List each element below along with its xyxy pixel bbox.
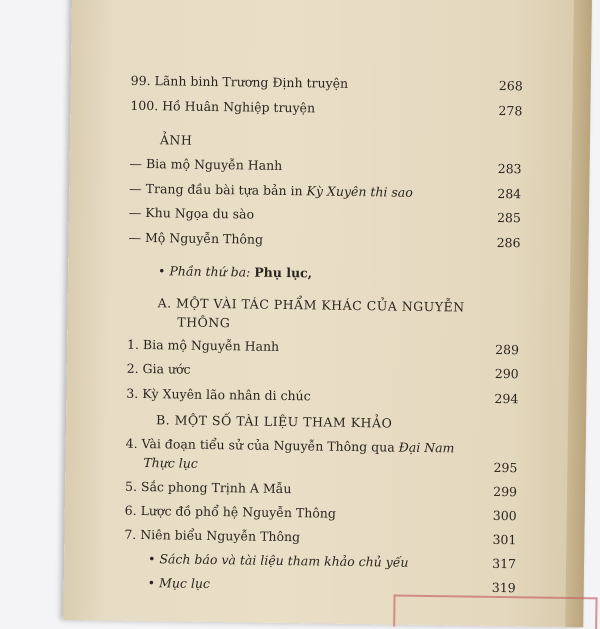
toc-entry-label: 100. Hồ Huân Nghiệp truyện	[130, 97, 316, 116]
toc-entry	[126, 436, 518, 456]
toc-entry-label: 2. Gia ước	[126, 360, 191, 377]
book-spine	[565, 0, 592, 627]
toc-entry-label: — Khu Ngọa du sào	[128, 204, 255, 222]
toc-entry	[129, 156, 521, 176]
toc-entry-label: — Bia mộ Nguyễn Hanh	[129, 155, 283, 173]
toc-entry-page: 294	[494, 390, 519, 407]
toc-entry-title-italic: Đại Nam	[398, 439, 455, 456]
toc-entry	[127, 361, 519, 381]
toc-entry-label: 4. Vài đoạn tiểu sử của Nguyễn Thông qua	[125, 435, 395, 455]
toc-entry-label: — Trang đầu bài tựa bản in	[129, 180, 303, 199]
toc-entry	[125, 503, 517, 523]
toc-entry-page: 300	[492, 507, 517, 524]
toc-entry-label: 6. Lược đồ phổ hệ Nguyễn Thông	[124, 502, 337, 521]
toc-entry-page: 289	[495, 341, 520, 358]
toc-entry	[125, 479, 517, 499]
toc-entry	[128, 230, 520, 250]
toc-entry	[127, 337, 519, 357]
toc-entry-page: 283	[497, 160, 522, 177]
toc-entry	[131, 73, 523, 93]
toc-entry-page: 278	[498, 102, 523, 119]
part-three-heading	[158, 263, 550, 283]
part-three-title: Phụ lục,	[254, 264, 313, 281]
toc-entry-page: 319	[491, 579, 516, 596]
toc-entry-label: 99. Lãnh binh Trương Định truyện	[130, 72, 349, 91]
toc-entry	[124, 527, 516, 547]
section-heading-a: A. MỘT VÀI TÁC PHẨM KHÁC CỦA NGUYỄN	[157, 295, 465, 315]
toc-entry-page: 317	[492, 555, 517, 572]
toc-entry-continuation	[125, 455, 517, 475]
toc-entry-label: • Sách báo và tài liệu tham khảo chủ yếu	[147, 551, 409, 570]
toc-entry-page: 299	[493, 483, 518, 500]
toc-entry-page: 268	[498, 77, 523, 94]
toc-entry	[124, 575, 516, 595]
toc-entry-title-italic: Kỳ Xuyên thi sao	[306, 183, 413, 200]
section-heading-b: B. MỘT SỐ TÀI LIỆU THAM KHẢO	[155, 412, 393, 431]
toc-entry-page: 285	[496, 209, 521, 226]
toc-entry-page: 295	[493, 459, 518, 476]
toc-entry-label: 5. Sắc phong Trịnh A Mẫu	[124, 478, 292, 497]
part-three-prefix: • Phần thứ ba:	[157, 263, 251, 280]
toc-entry-page: 284	[497, 185, 522, 202]
toc-entry	[129, 181, 521, 201]
toc-entry	[126, 386, 518, 406]
toc-entry-label: • Mục lục	[147, 575, 211, 591]
toc-entry-page: 290	[494, 365, 519, 382]
toc-entry-page: 301	[492, 531, 517, 548]
book-page	[63, 0, 592, 627]
toc-entry	[129, 205, 521, 225]
toc-entry-title-italic: Thực lục	[143, 455, 198, 471]
section-heading-anh: ẢNH	[159, 132, 193, 148]
toc-entry-label: — Mộ Nguyễn Thông	[128, 229, 264, 247]
toc-entry-label: 7. Niên biểu Nguyễn Thông	[124, 526, 301, 545]
toc-entry-page: 286	[496, 234, 521, 251]
toc-entry	[130, 98, 522, 118]
toc-entry-label: 1. Bia mộ Nguyễn Hanh	[126, 336, 280, 354]
section-heading-a-cont: THÔNG	[177, 314, 231, 331]
toc-entry	[124, 551, 516, 571]
toc-entry-label: 3. Kỳ Xuyên lão nhân di chúc	[126, 385, 311, 404]
